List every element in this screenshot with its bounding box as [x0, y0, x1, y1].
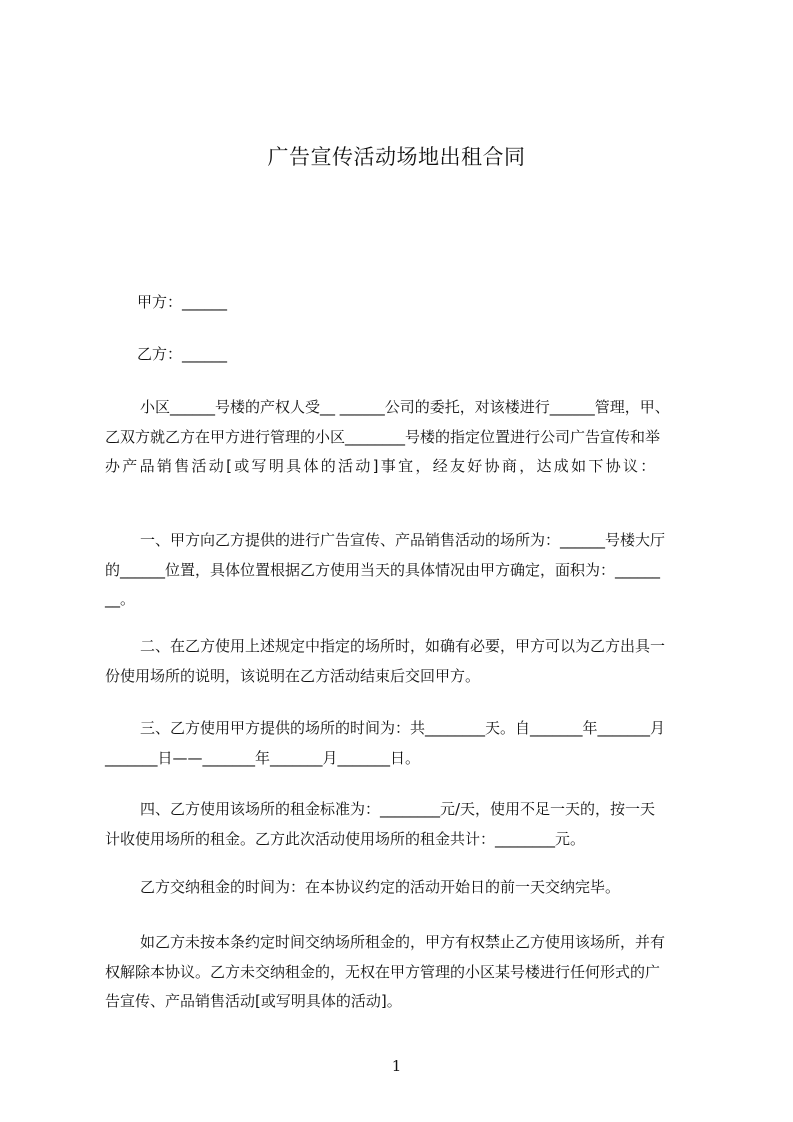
contract-title: 广告宣传活动场地出租合同	[267, 145, 526, 169]
intro-line-2: 乙双方就乙方在甲方进行管理的小区________号楼的指定位置进行公司广告宣传和举	[105, 427, 661, 446]
clause-3-paragraph	[105, 714, 701, 773]
clause-4-paragraph	[105, 795, 701, 854]
intro-line-1: 小区______号楼的产权人受__ ______公司的委托，对该楼进行______管理，甲、	[140, 398, 670, 416]
clause-4-line-1: 四、乙方使用该场所的租金标准为：________元/天，使用不足一天的，按一天	[140, 800, 656, 818]
intro-paragraph	[105, 393, 701, 482]
party-a-line: 甲方：______	[137, 293, 228, 311]
clause-4-line-2: 计收使用场所的租金。乙方此次活动使用场所的租金共计：________元。	[105, 829, 586, 848]
clause-3-line-2: _______日——_______年_______月_______日。	[105, 748, 421, 767]
intro-line-3: 办产品销售活动[或写明具体的活动]事宜，经友好协商，达成如下协议：	[105, 457, 658, 475]
payment-time-paragraph	[105, 873, 701, 903]
clause-2-line-2: 份使用场所的说明，该说明在乙方活动结束后交回甲方。	[105, 666, 481, 685]
clause-2-line-1: 二、在乙方使用上述规定中指定的场所时，如确有必要，甲方可以为乙方出具一	[140, 637, 666, 655]
clause-1-paragraph	[105, 526, 701, 615]
clause-1-line-3: __。	[105, 590, 136, 608]
default-clause-line-1: 如乙方未按本条约定时间交纳场所租金的，甲方有权禁止乙方使用该场所，并有	[140, 933, 666, 951]
default-clause-line-2: 权解除本协议。乙方未交纳租金的，无权在甲方管理的小区某号楼进行任何形式的广	[105, 962, 661, 981]
clause-1-line-1: 一、甲方向乙方提供的进行广告宣传、产品销售活动的场所为：______号楼大厅	[140, 531, 666, 549]
default-clause-line-3: 告宣传、产品销售活动[或写明具体的活动]。	[105, 992, 402, 1010]
default-clause-paragraph	[105, 928, 701, 1017]
clause-2-paragraph	[105, 632, 701, 691]
page-number: 1	[391, 1057, 402, 1075]
clause-1-line-2: 的______位置，具体位置根据乙方使用当天的具体情况由甲方确定，面积为：______	[105, 560, 661, 579]
payment-time-line: 乙方交纳租金的时间为：在本协议约定的活动开始日的前一天交纳完毕。	[140, 878, 621, 896]
clause-3-line-1: 三、乙方使用甲方提供的场所的时间为：共________天。自_______年_______月	[140, 719, 666, 737]
party-b-line: 乙方：______	[137, 345, 228, 363]
